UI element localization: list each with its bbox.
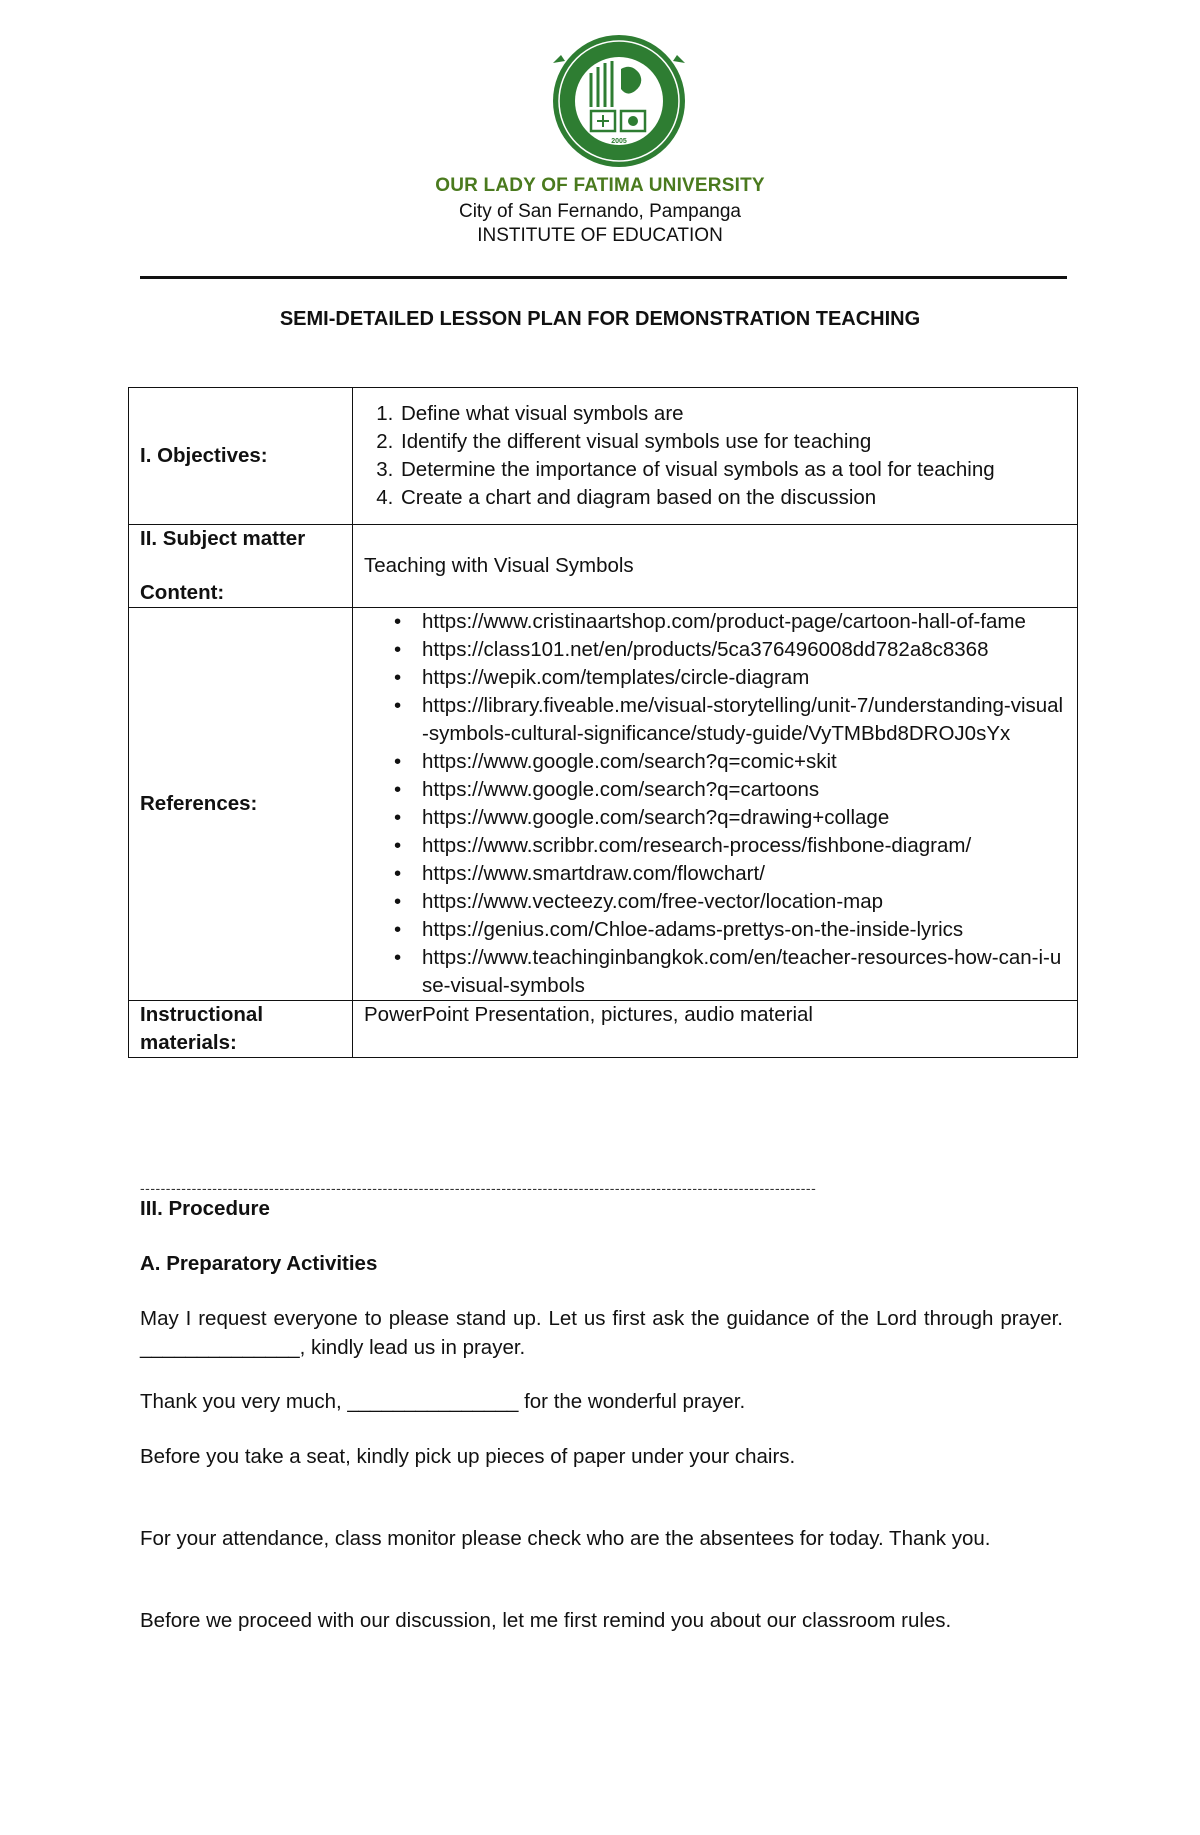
reference-link[interactable]: • https://genius.com/Chloe-adams-prettys-on-the-inside-lyrics bbox=[422, 916, 1067, 944]
reference-link[interactable]: • https://www.cristinaartshop.com/product-page/cartoon-hall-of-fame bbox=[422, 608, 1067, 636]
paragraph: May I request everyone to please stand up. Let us first ask the guidance of the Lord through prayer. ______________, kindly lead us in prayer. bbox=[140, 1307, 1063, 1359]
reference-link[interactable]: • https://www.google.com/search?q=comic+skit bbox=[422, 748, 1067, 776]
references-label: References: bbox=[129, 608, 353, 1001]
preparatory-heading: A. Preparatory Activities bbox=[140, 1252, 378, 1275]
university-seal-logo bbox=[551, 33, 687, 169]
reference-link[interactable]: • https://library.fiveable.me/visual-storytelling/unit-7/understanding-visual-symbols-cultural-significance/study-guide/VyTMBbd8DROJ0sYx bbox=[422, 692, 1067, 748]
lesson-plan-table bbox=[128, 387, 1078, 1058]
objective-item: 3. Determine the importance of visual symbols as a tool for teaching bbox=[399, 456, 1067, 484]
institute-name: INSTITUTE OF EDUCATION bbox=[477, 225, 723, 246]
content-value: Teaching with Visual Symbols bbox=[353, 525, 1078, 608]
objective-item: 4. Create a chart and diagram based on the discussion bbox=[399, 484, 1067, 512]
materials-value: PowerPoint Presentation, pictures, audio material bbox=[353, 1001, 1078, 1058]
objective-item: 2. Identify the different visual symbols use for teaching bbox=[399, 428, 1067, 456]
subject-label-cell bbox=[129, 525, 353, 608]
reference-link[interactable]: • https://wepik.com/templates/circle-diagram bbox=[422, 664, 1067, 692]
reference-link[interactable]: • https://www.smartdraw.com/flowchart/ bbox=[422, 860, 1067, 888]
document-title: SEMI-DETAILED LESSON PLAN FOR DEMONSTRATION TEACHING bbox=[279, 308, 921, 330]
objective-item: 1. Define what visual symbols are bbox=[399, 400, 1067, 428]
reference-link[interactable]: • https://www.vecteezy.com/free-vector/location-map bbox=[422, 888, 1067, 916]
materials-row bbox=[129, 1001, 1078, 1058]
svg-text:2005: 2005 bbox=[611, 138, 627, 145]
paragraph: Before you take a seat, kindly pick up pieces of paper under your chairs. bbox=[140, 1445, 796, 1468]
reference-link[interactable]: • https://www.teachinginbangkok.com/en/teacher-resources-how-can-i-use-visual-symbols bbox=[422, 944, 1067, 1000]
reference-link[interactable]: • https://class101.net/en/products/5ca376496008dd782a8c8368 bbox=[422, 636, 1067, 664]
header-divider bbox=[140, 276, 1067, 279]
subject-matter-label: II. Subject matter bbox=[140, 527, 306, 550]
reference-link[interactable]: • https://www.google.com/search?q=cartoons bbox=[422, 776, 1067, 804]
objectives-cell bbox=[353, 388, 1078, 525]
objectives-row bbox=[129, 388, 1078, 525]
subject-row bbox=[129, 525, 1078, 608]
reference-link[interactable]: • https://www.google.com/search?q=drawing+collage bbox=[422, 804, 1067, 832]
university-name: OUR LADY OF FATIMA UNIVERSITY bbox=[435, 175, 765, 196]
objectives-list bbox=[364, 400, 1067, 512]
objectives-label: I. Objectives: bbox=[129, 388, 353, 525]
references-list bbox=[364, 608, 1067, 1000]
references-cell bbox=[353, 608, 1078, 1001]
university-city: City of San Fernando, Pampanga bbox=[458, 201, 741, 222]
content-label: Content: bbox=[140, 581, 225, 604]
references-row bbox=[129, 608, 1078, 1001]
section-separator: ----------------------------------------------------------------------------------------------------------------------------------- bbox=[140, 1180, 817, 1196]
procedure-heading: III. Procedure bbox=[140, 1197, 270, 1220]
materials-label: Instructional materials: bbox=[129, 1001, 353, 1058]
paragraph: Thank you very much, _______________ for the wonderful prayer. bbox=[140, 1390, 746, 1413]
paragraph: Before we proceed with our discussion, let me first remind you about our classroom rules. bbox=[140, 1609, 952, 1632]
paragraph: For your attendance, class monitor please check who are the absentees for today. Thank you. bbox=[140, 1527, 991, 1550]
reference-link[interactable]: • https://www.scribbr.com/research-process/fishbone-diagram/ bbox=[422, 832, 1067, 860]
